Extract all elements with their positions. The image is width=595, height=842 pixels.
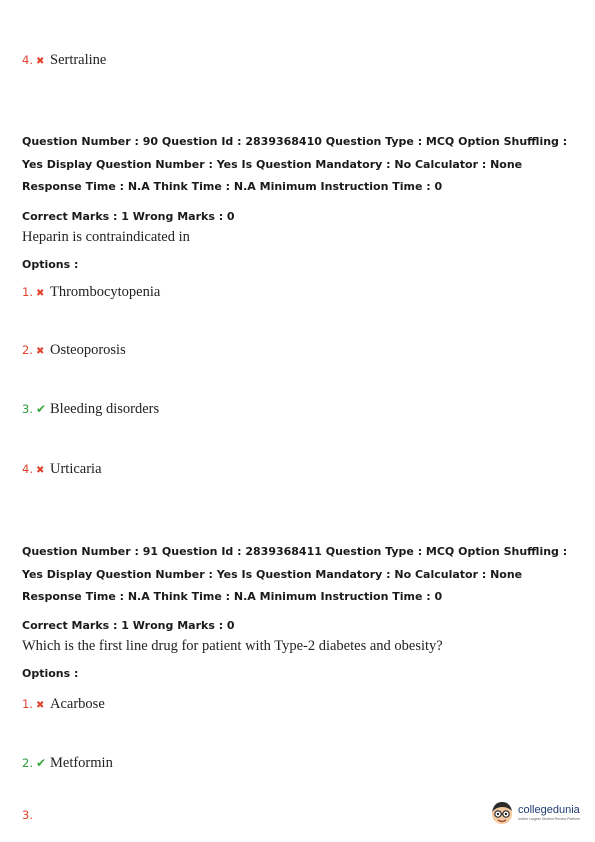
question-marks: Correct Marks : 1 Wrong Marks : 0 (22, 619, 235, 632)
collegedunia-logo (489, 799, 580, 827)
option-row (22, 808, 38, 822)
check-icon: ✔ (36, 756, 47, 770)
question-marks: Correct Marks : 1 Wrong Marks : 0 (22, 210, 235, 223)
option-text: Metformin (50, 755, 113, 771)
option-number: 4. (22, 53, 33, 67)
mascot-icon (489, 799, 515, 827)
question-text: Heparin is contraindicated in (22, 229, 190, 245)
question-text: Which is the first line drug for patient with Type-2 diabetes and obesity? (22, 638, 443, 654)
option-row (22, 284, 160, 301)
cross-icon: ✖ (36, 465, 45, 476)
cross-icon: ✖ (36, 700, 45, 711)
option-row (22, 401, 159, 418)
option-row (22, 696, 105, 713)
option-text: Sertraline (50, 52, 107, 68)
option-number: 3. (22, 402, 33, 416)
option-row (22, 342, 126, 359)
option-row (22, 52, 106, 69)
option-number: 1. (22, 285, 33, 299)
option-number: 4. (22, 462, 33, 476)
option-number: 2. (22, 343, 33, 357)
logo-tagline: India's Largest Student Review Platform (518, 816, 581, 821)
cross-icon: ✖ (36, 56, 45, 67)
option-row (22, 461, 102, 478)
option-text: Urticaria (50, 461, 102, 477)
question-meta: Question Number : 91 Question Id : 2839368411 Question Type : MCQ Option Shuffling : Yes Display Question Number : Yes Is Question Mandatory : No Calculator : None Response Time : N.A Think Time : N.A Minimum Instruction Time : 0 (22, 545, 568, 603)
option-text: Thrombocytopenia (50, 284, 161, 300)
cross-icon: ✖ (36, 346, 45, 357)
option-text: Osteoporosis (50, 342, 126, 358)
logo-name: collegedunia (518, 803, 580, 816)
question-meta: Question Number : 90 Question Id : 2839368410 Question Type : MCQ Option Shuffling : Yes Display Question Number : Yes Is Question Mandatory : No Calculator : None Response Time : N.A Think Time : N.A Minimum Instruction Time : 0 (22, 135, 568, 193)
option-text: Bleeding disorders (50, 401, 160, 417)
option-number: 3. (22, 808, 33, 822)
options-label: Options : (22, 667, 79, 680)
options-label: Options : (22, 258, 79, 271)
option-text: Acarbose (50, 696, 105, 712)
option-row (22, 755, 113, 772)
option-number: 2. (22, 756, 33, 770)
cross-icon: ✖ (36, 288, 45, 299)
option-number: 1. (22, 697, 33, 711)
check-icon: ✔ (36, 402, 47, 416)
